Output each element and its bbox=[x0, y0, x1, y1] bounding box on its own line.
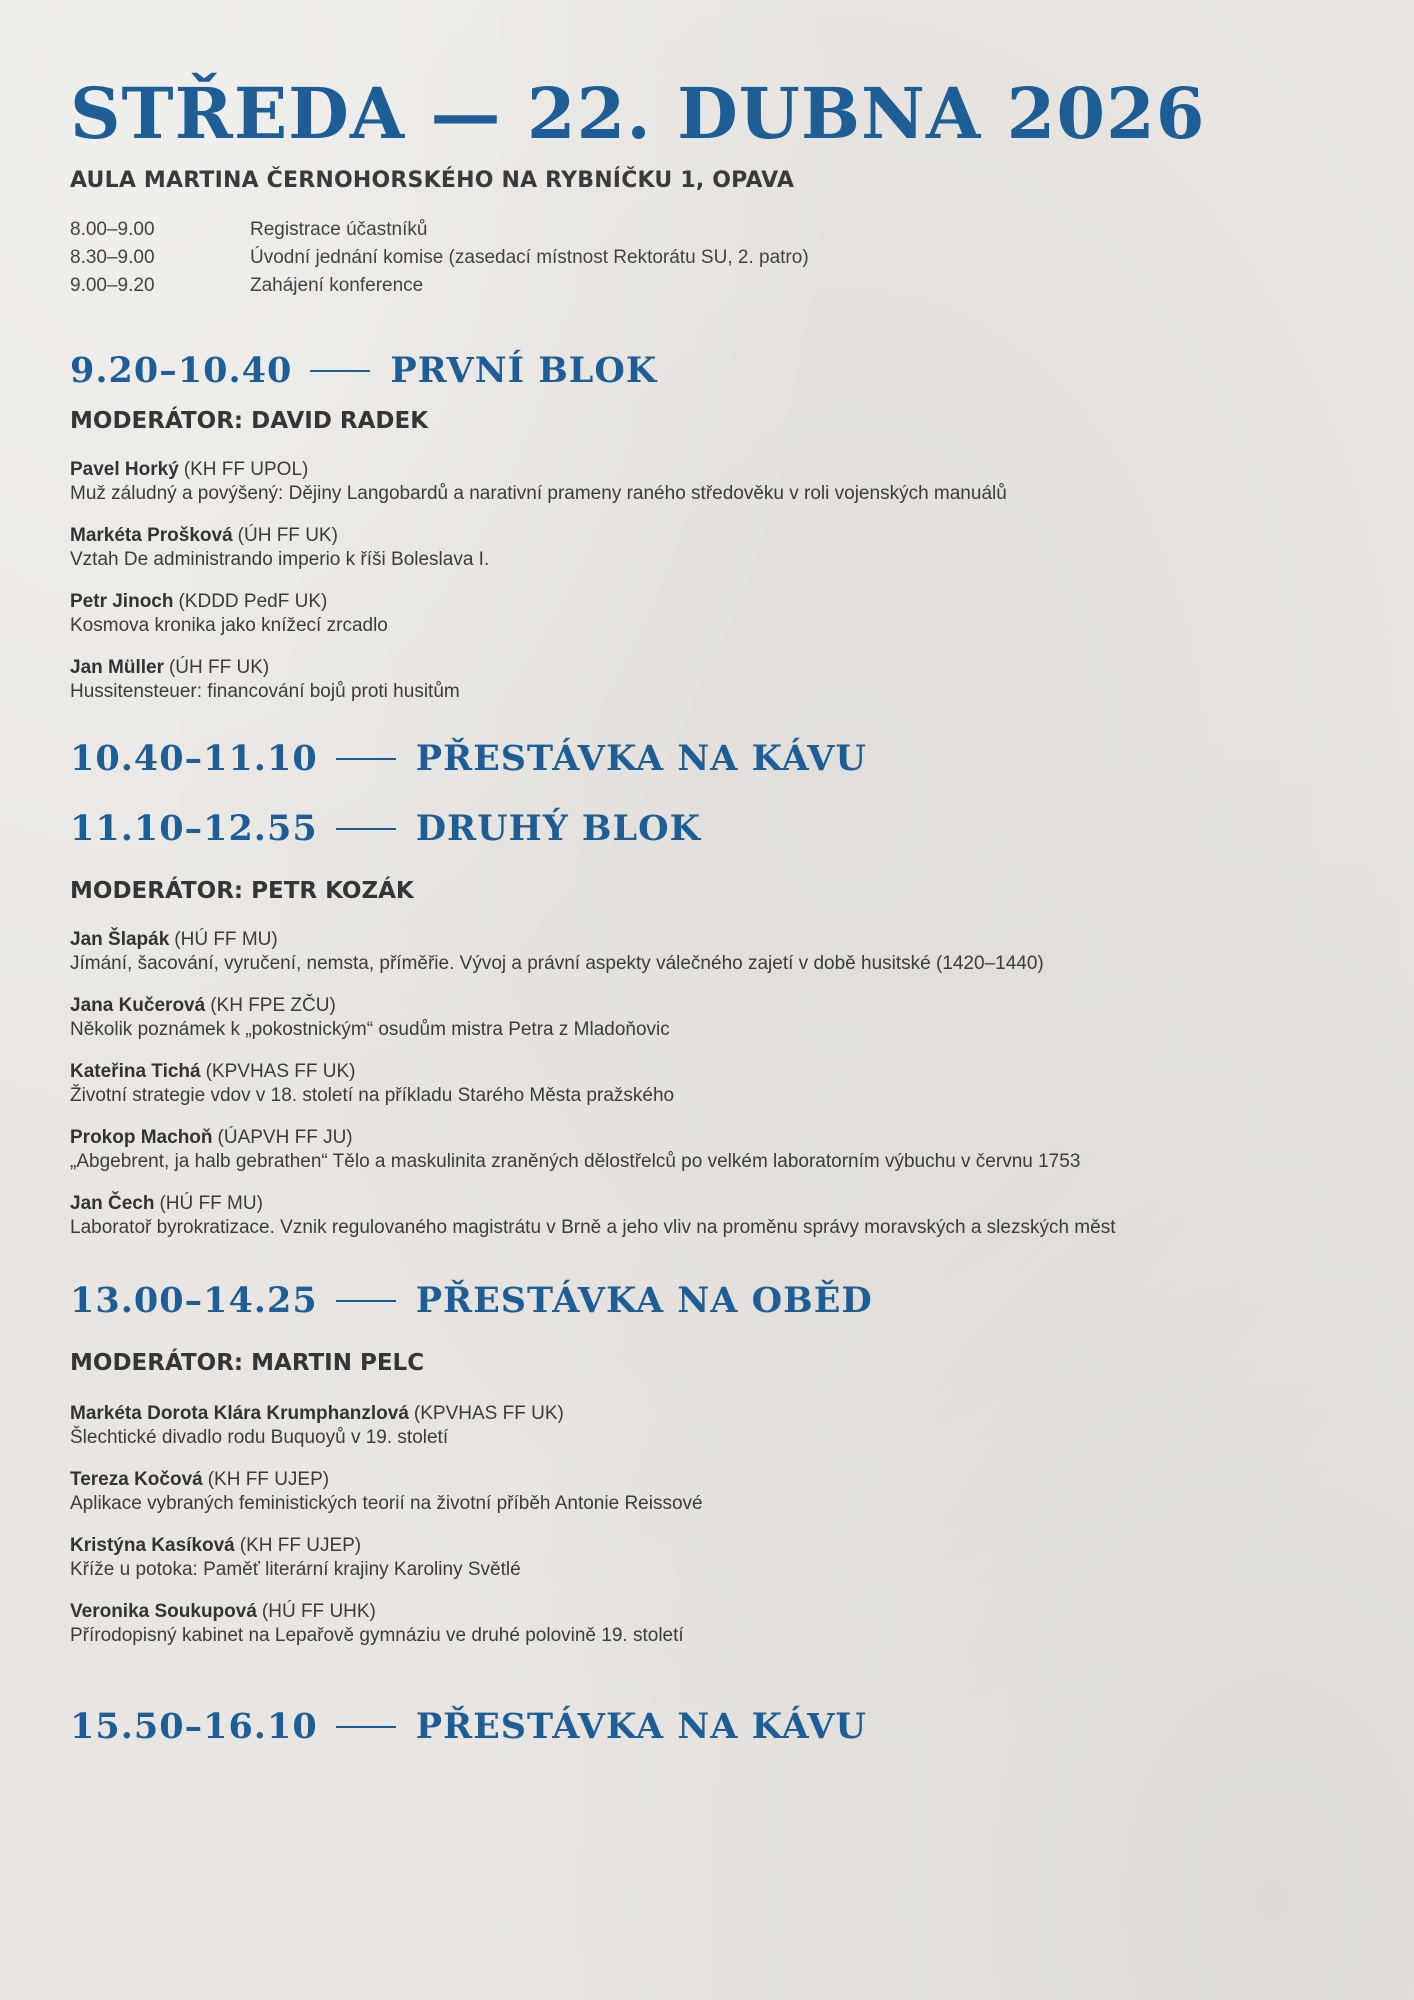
talk-item bbox=[70, 1126, 1350, 1192]
talk-title: Laboratoř byrokratizace. Vznik regulovaného magistrátu v Brně a jeho vliv na proměnu správy moravských a slezských měst bbox=[70, 1217, 1116, 1238]
block-heading-coffee-break bbox=[70, 738, 867, 779]
block-time: 15.50–16.10 bbox=[70, 1706, 318, 1747]
block-time: 9.20–10.40 bbox=[70, 350, 293, 391]
speaker-affiliation: (ÚH FF UK) bbox=[237, 525, 338, 546]
speaker-name: Petr Jinoch bbox=[70, 591, 174, 612]
block-heading-second bbox=[70, 808, 701, 849]
block-time: 10.40–11.10 bbox=[70, 738, 318, 779]
moderator-label: MODERÁTOR: MARTIN PELC bbox=[70, 1350, 425, 1376]
talk-item bbox=[70, 928, 1350, 994]
talk-item bbox=[70, 1192, 1350, 1258]
speaker-name: Prokop Machoň bbox=[70, 1127, 213, 1148]
talk-item bbox=[70, 656, 1350, 722]
block-time: 11.10–12.55 bbox=[70, 808, 318, 849]
heading-dash bbox=[336, 758, 396, 760]
talk-title: Kosmova kronika jako knížecí zrcadlo bbox=[70, 615, 388, 636]
talk-item bbox=[70, 1600, 1350, 1666]
agenda-time: 9.00–9.20 bbox=[70, 275, 155, 296]
speaker-affiliation: (KPVHAS FF UK) bbox=[205, 1061, 356, 1082]
talk-title: Hussitensteuer: financování bojů proti husitům bbox=[70, 681, 460, 702]
agenda-label: Úvodní jednání komise (zasedací místnost Rektorátu SU, 2. patro) bbox=[250, 247, 809, 268]
block-title: PRVNÍ BLOK bbox=[390, 350, 658, 391]
talk-item bbox=[70, 458, 1350, 524]
block-heading-first bbox=[70, 350, 657, 391]
speaker-affiliation: (KH FF UJEP) bbox=[239, 1535, 362, 1556]
speaker-name: Kateřina Tichá bbox=[70, 1061, 201, 1082]
speaker-name: Jana Kučerová bbox=[70, 995, 206, 1016]
speaker-affiliation: (ÚH FF UK) bbox=[168, 657, 270, 678]
agenda-row bbox=[70, 272, 809, 300]
block-title: PŘESTÁVKA NA OBĚD bbox=[415, 1280, 873, 1321]
speaker-affiliation: (KPVHAS FF UK) bbox=[413, 1403, 564, 1424]
talk-title: Aplikace vybraných feministických teorií na životní příběh Antonie Reissové bbox=[70, 1493, 703, 1514]
speaker-affiliation: (ÚAPVH FF JU) bbox=[217, 1127, 353, 1148]
talk-title: Vztah De administrando imperio k říši Boleslava I. bbox=[70, 549, 490, 570]
speaker-affiliation: (KH FF UJEP) bbox=[207, 1469, 330, 1490]
speaker-name: Pavel Horký bbox=[70, 459, 179, 480]
speaker-name: Jan Čech bbox=[70, 1193, 155, 1214]
talk-list bbox=[70, 928, 1350, 1258]
agenda-time: 8.30–9.00 bbox=[70, 247, 155, 268]
opening-agenda bbox=[70, 216, 809, 300]
heading-dash bbox=[336, 1300, 396, 1302]
speaker-affiliation: (HÚ FF UHK) bbox=[261, 1601, 376, 1622]
heading-dash bbox=[310, 370, 370, 372]
block-heading-coffee-break bbox=[70, 1706, 867, 1747]
talk-title: Jímání, šacování, vyručení, nemsta, příměřie. Vývoj a právní aspekty válečného zajetí v době husitské (1420–1440) bbox=[70, 953, 1044, 974]
speaker-affiliation: (HÚ FF MU) bbox=[159, 1193, 263, 1214]
agenda-row bbox=[70, 244, 809, 272]
agenda-row bbox=[70, 216, 809, 244]
talk-item bbox=[70, 1402, 1350, 1468]
talk-list bbox=[70, 458, 1350, 722]
speaker-name: Markéta Prošková bbox=[70, 525, 233, 546]
talk-item bbox=[70, 1534, 1350, 1600]
talk-item bbox=[70, 1468, 1350, 1534]
talk-title: Přírodopisný kabinet na Lepařově gymnáziu ve druhé polovině 19. století bbox=[70, 1625, 684, 1646]
block-title: PŘESTÁVKA NA KÁVU bbox=[415, 1706, 867, 1747]
venue-subtitle: AULA MARTINA ČERNOHORSKÉHO NA RYBNÍČKU 1, OPAVA bbox=[70, 168, 795, 193]
talk-item bbox=[70, 994, 1350, 1060]
heading-dash bbox=[336, 828, 396, 830]
speaker-affiliation: (KH FF UPOL) bbox=[183, 459, 309, 480]
speaker-name: Tereza Kočová bbox=[70, 1469, 203, 1490]
speaker-affiliation: (KH FPE ZČU) bbox=[210, 995, 336, 1016]
block-title: DRUHÝ BLOK bbox=[415, 808, 702, 849]
agenda-time: 8.00–9.00 bbox=[70, 219, 155, 240]
page-title: STŘEDA — 22. DUBNA 2026 bbox=[70, 72, 1206, 155]
talk-title: Kříže u potoka: Paměť literární krajiny Karoliny Světlé bbox=[70, 1559, 521, 1580]
moderator-label: MODERÁTOR: PETR KOZÁK bbox=[70, 878, 414, 904]
talk-list bbox=[70, 1402, 1350, 1666]
talk-item bbox=[70, 524, 1350, 590]
agenda-label: Registrace účastníků bbox=[250, 219, 428, 240]
speaker-name: Jan Müller bbox=[70, 657, 164, 678]
talk-item bbox=[70, 1060, 1350, 1126]
moderator-label: MODERÁTOR: DAVID RADEK bbox=[70, 408, 429, 434]
speaker-name: Kristýna Kasíková bbox=[70, 1535, 235, 1556]
speaker-name: Jan Šlapák bbox=[70, 929, 170, 950]
heading-dash bbox=[336, 1726, 396, 1728]
speaker-name: Markéta Dorota Klára Krumphanzlová bbox=[70, 1403, 409, 1424]
block-title: PŘESTÁVKA NA KÁVU bbox=[415, 738, 867, 779]
talk-title: Několik poznámek k „pokostnickým“ osudům mistra Petra z Mladoňovic bbox=[70, 1019, 670, 1040]
talk-title: „Abgebrent, ja halb gebrathen“ Tělo a maskulinita zraněných dělostřelců po velkém laboratorním výbuchu v červnu 1753 bbox=[70, 1151, 1081, 1172]
talk-title: Muž záludný a povýšený: Dějiny Langobardů a narativní prameny raného středověku v roli vojenských manuálů bbox=[70, 483, 1007, 504]
talk-title: Životní strategie vdov v 18. století na příkladu Starého Města pražského bbox=[70, 1085, 675, 1106]
speaker-name: Veronika Soukupová bbox=[70, 1601, 257, 1622]
talk-title: Šlechtické divadlo rodu Buquoyů v 19. století bbox=[70, 1427, 449, 1448]
block-heading-lunch-break bbox=[70, 1280, 873, 1321]
agenda-label: Zahájení konference bbox=[250, 275, 424, 296]
block-time: 13.00–14.25 bbox=[70, 1280, 318, 1321]
speaker-affiliation: (KDDD PedF UK) bbox=[178, 591, 328, 612]
speaker-affiliation: (HÚ FF MU) bbox=[174, 929, 278, 950]
talk-item bbox=[70, 590, 1350, 656]
